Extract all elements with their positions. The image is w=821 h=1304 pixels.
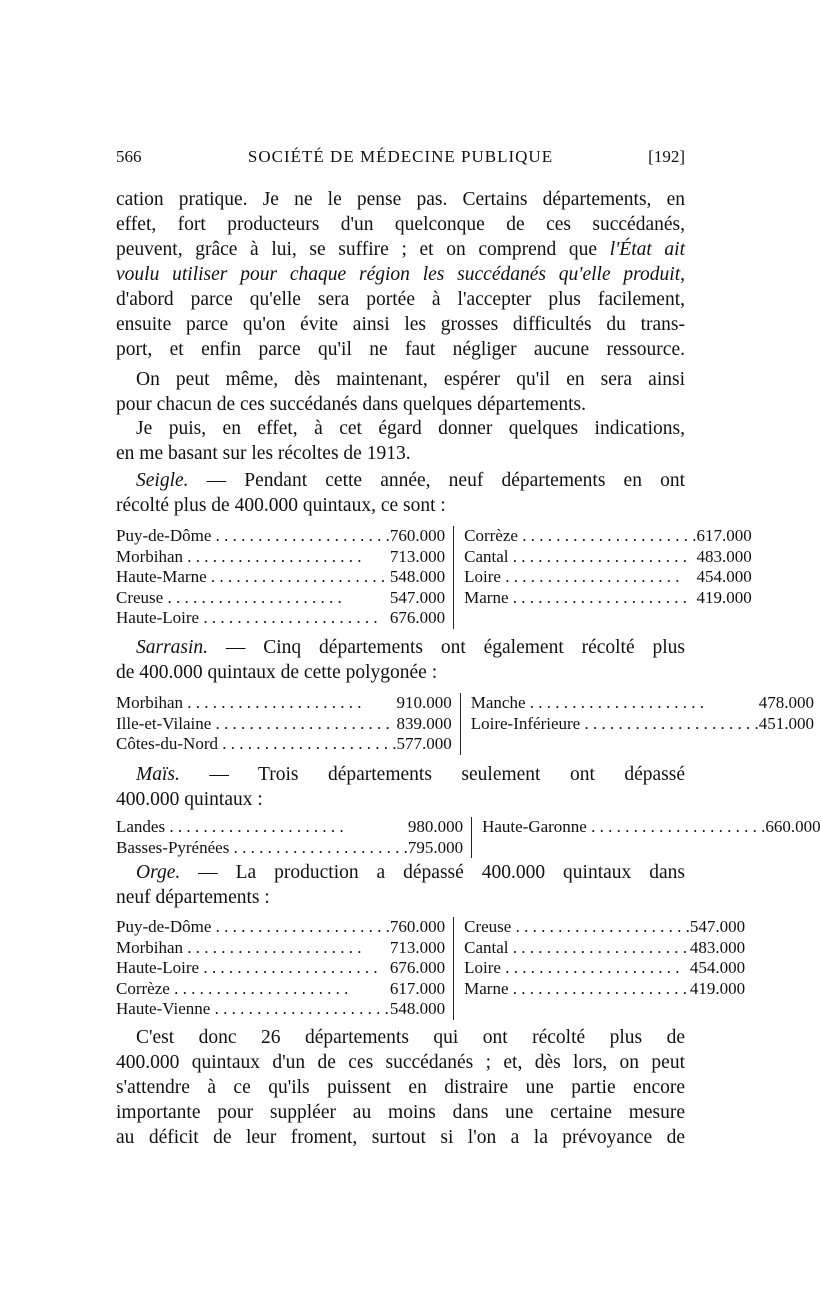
text-line: pour chacun de ces succédanés dans quelques départements. [116,394,586,415]
harvest-value-text: 980.000 [407,817,464,836]
harvest-value-text: 454.000 [696,567,752,586]
text-line: voulu utiliser pour chaque région les succédanés qu'elle produit, [116,264,685,285]
sarrasin-table [116,693,814,755]
harvest-value-text: 419.000 [696,587,752,607]
text-line: en me basant sur les récoltes de 1913. [116,443,411,464]
text-line: peuvent, grâce à lui, se suffire ; et on comprend que l'État ait [116,239,685,260]
mais-intro [116,762,685,812]
department-name-text: Haute-Vienne . . . [116,999,389,1018]
text-line: au déficit de leur froment, surtout si l'on a la prévoyance de [116,1127,685,1148]
harvest-value-text: 548.000 [389,567,446,586]
text-line: Maïs. — Trois départements seulement ont dépassé [136,764,685,785]
table-row [116,608,752,629]
department-name-text: Morbihan . . . [116,693,362,712]
text-line: neuf départements : [116,887,270,908]
harvest-value-text: 478.000 [758,693,814,712]
seigle-table [116,526,752,629]
table-row [116,999,745,1020]
harvest-value-text: 795.000 [407,837,464,857]
department-name-text: Landes . . . [116,817,344,836]
text-line: Seigle. — Pendant cette année, neuf départements en ont [136,470,685,491]
harvest-value [390,979,454,1000]
table-row [116,714,814,735]
harvest-value-text: 760.000 [389,917,446,936]
harvest-value [759,693,814,714]
harvest-value [690,979,745,1000]
department-name [454,979,690,1000]
text-line: cation pratique. Je ne le pense pas. Certains départements, en [116,189,685,210]
department-name [454,526,696,547]
table-row [116,567,752,588]
department-name-text: Creuse . . . [464,917,690,936]
department-name-text: Marne . . . [464,979,687,998]
table-row [116,547,752,568]
harvest-value-text: 839.000 [396,713,452,733]
department-name-text: Marne . . . [464,588,687,607]
department-name [116,526,390,547]
department-name [116,714,396,735]
department-name-text: Manche . . . [471,693,704,712]
department-name-text: Loire . . . [464,958,679,977]
crop-label: Maïs. [136,764,180,785]
department-name-text: Haute-Loire . . . [116,608,378,627]
table-row [116,817,821,838]
department-name-text: Corrèze . . . [464,526,696,545]
department-name [454,547,696,568]
text-line: Sarrasin. — Cinq départements ont également récolté plus [136,637,685,658]
harvest-value [390,526,454,547]
text-line: d'abord parce qu'elle sera portée à l'accepter plus facilement, [116,289,685,310]
department-name [116,999,390,1020]
italic-text: l'État ait [609,239,685,260]
harvest-value-text: 676.000 [389,958,446,977]
department-name [461,714,759,735]
table-row [116,958,745,979]
table-row [116,838,821,859]
paragraph-3 [116,416,685,466]
department-name [454,567,696,588]
orge-intro [116,860,685,910]
department-name-text: Corrèze . . . [116,979,348,998]
harvest-value-text: 419.000 [689,978,746,998]
text-line: C'est donc 26 départements qui ont récolté plus de [136,1027,685,1048]
department-name-text: Haute-Loire . . . [116,958,378,977]
harvest-value [690,958,745,979]
harvest-value [390,958,454,979]
department-name [116,588,390,609]
department-name-text: Cantal . . . [464,547,687,566]
department-name [116,817,408,838]
table-row [116,979,745,1000]
harvest-value [696,608,751,629]
crop-label: Sarrasin. [136,637,209,658]
department-name [116,938,390,959]
department-name [116,693,396,714]
department-name [461,734,759,755]
department-name-text: Basses-Pyrénées . . . [116,838,408,857]
text-line: 400.000 quintaux : [116,789,263,810]
harvest-value-text: 910.000 [396,693,452,712]
department-name [454,958,690,979]
department-name [116,917,390,938]
intro-paragraph [116,187,685,362]
harvest-value [390,588,454,609]
harvest-value-text: 454.000 [689,958,746,977]
department-name-text: Haute-Garonne . . . [482,817,765,836]
harvest-value-text: 547.000 [689,917,746,936]
department-name-text: Côtes-du-Nord . . . [116,734,396,753]
harvest-value [408,838,472,859]
harvest-value [690,999,745,1020]
department-name [116,608,390,629]
orge-table [116,917,745,1020]
harvest-value [696,567,751,588]
department-name-text: Puy-de-Dôme . . . [116,526,390,545]
department-name [116,547,390,568]
page-reference: [192] [648,147,685,166]
harvest-value [759,714,814,735]
harvest-value-text: 451.000 [758,713,814,733]
department-name [116,838,408,859]
department-name [454,999,690,1020]
harvest-value [696,588,751,609]
harvest-value [396,734,460,755]
page-header [116,147,685,171]
harvest-value [390,567,454,588]
text-line: On peut même, dès maintenant, espérer qu'il en sera ainsi [136,369,685,390]
harvest-value-text: 617.000 [696,526,752,545]
department-name-text: Cantal . . . [464,938,687,957]
seigle-intro [116,468,685,518]
harvest-value-text: 577.000 [396,734,452,753]
department-name [461,693,759,714]
crop-label: Seigle. [136,470,189,491]
harvest-value [390,999,454,1020]
text-line: importante pour suppléer au moins dans une certaine mesure [116,1102,685,1123]
text-line: 400.000 quintaux d'un de ces succédanés ; et, dès lors, on peut [116,1052,685,1073]
harvest-value [390,917,454,938]
department-name-text: Puy-de-Dôme . . . [116,917,390,936]
closing-paragraph [116,1025,685,1150]
text-line: récolté plus de 400.000 quintaux, ce sont : [116,495,446,516]
department-name [454,938,690,959]
crop-label: Orge. [136,862,181,883]
running-title: SOCIÉTÉ DE MÉDECINE PUBLIQUE [247,147,554,166]
department-name [116,979,390,1000]
department-name-text: Morbihan . . . [116,938,362,957]
harvest-value [396,693,460,714]
department-name-text: Haute-Marne . . . [116,567,385,586]
text-line: Orge. — La production a dépassé 400.000 quintaux dans [136,862,685,883]
department-name [454,608,696,629]
department-name-text: Morbihan . . . [116,547,362,566]
harvest-value-text: 713.000 [389,546,446,566]
harvest-value-text: 760.000 [389,526,446,545]
harvest-value [396,714,460,735]
department-name [116,734,396,755]
text-line: ensuite parce qu'on évite ainsi les grosses difficultés du trans- [116,314,685,335]
department-name [116,958,390,979]
department-name [116,567,390,588]
harvest-value-text: 547.000 [389,587,446,607]
table-row [116,693,814,714]
department-name [454,917,690,938]
table-row [116,588,752,609]
harvest-value-text: 676.000 [389,608,446,627]
harvest-value [765,817,820,838]
harvest-value [690,917,745,938]
harvest-value-text: 483.000 [689,937,746,957]
harvest-value-text: 617.000 [389,978,446,998]
text-line: Je puis, en effet, à cet égard donner quelques indications, [136,418,685,439]
text-line: de 400.000 quintaux de cette polygonée : [116,662,438,683]
table-row [116,734,814,755]
department-name [472,838,765,859]
harvest-value [696,526,751,547]
harvest-value-text: 548.000 [389,999,446,1018]
harvest-value [696,547,751,568]
sarrasin-intro [116,635,685,685]
text-line: s'attendre à ce qu'ils puissent en distraire une partie encore [116,1077,685,1098]
page-number: 566 [116,147,142,166]
harvest-value [759,734,814,755]
table-row [116,526,752,547]
department-name-text: Loire-Inférieure . . . [471,714,759,733]
harvest-value [390,547,454,568]
department-name [472,817,765,838]
harvest-value [390,608,454,629]
harvest-value [765,838,820,859]
harvest-value-text: 713.000 [389,937,446,957]
department-name [454,588,696,609]
harvest-value [390,938,454,959]
text-line: port, et enfin parce qu'il ne faut négliger aucune ressource. [116,339,685,360]
harvest-value [408,817,472,838]
harvest-value-text: 660.000 [765,817,821,836]
harvest-value-text: 483.000 [696,546,752,566]
table-row [116,938,745,959]
harvest-value [690,938,745,959]
department-name-text: Loire . . . [464,567,679,586]
table-row [116,917,745,938]
mais-table [116,817,821,858]
department-name-text: Ille-et-Vilaine . . . [116,714,390,733]
department-name-text: Creuse . . . [116,588,342,607]
paragraph-2 [116,367,685,417]
text-line: effet, fort producteurs d'un quelconque de ces succédanés, [116,214,685,235]
